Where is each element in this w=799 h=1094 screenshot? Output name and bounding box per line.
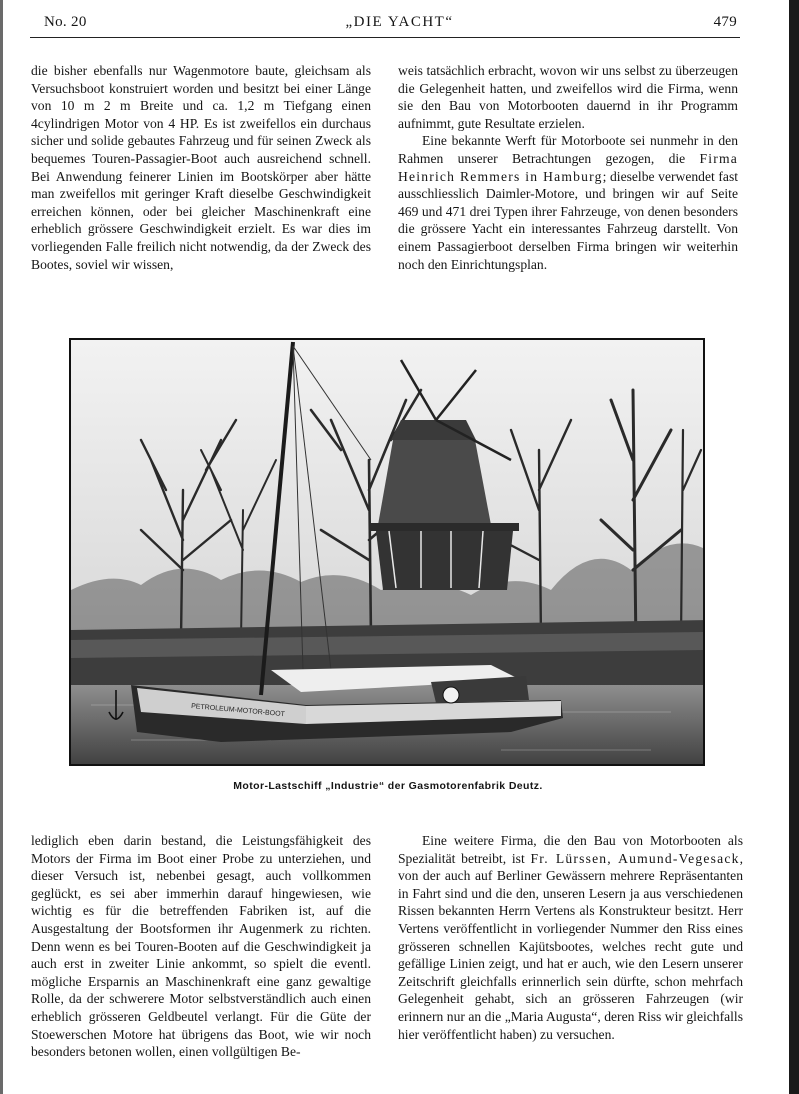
issue-number: No. 20 — [44, 14, 87, 30]
text-run: Eine bekannte Werft für Motorboote sei nunmehr in den Rahmen unserer Betrachtungen gezogen, die — [398, 133, 738, 166]
text-run: ; dieselbe verwendet fast ausschliesslich Daimler-Motore, und bringen wir auf Seite 469 und 471 drei Typen ihrer Fahrzeuge, von denen besonders die grössere Yacht ein interessantes Fahrzeug darstellt. Von einem Passagierboot derselben Firma bringen wir weiterhin noch den Einrichtungsplan. — [398, 168, 739, 272]
paragraph: lediglich eben darin bestand, die Leistungsfähigkeit des Motors der Firma im Boot einer Probe zu unterziehen, und dieser Versuch ist, nebenbei gesagt, auch vollkommen geglückt, es sei aber immerhin darauf hingewiesen, wie wichtig es für die betreffenden Fabriken ist, auf die Ausgestaltung der Bootsformen ihr Augenmerk zu richten. Denn wenn es bei Touren-Booten auf die Geschwindigkeit ja auch erst in zweiter Linie ankommt, so spielt die eventl. mögliche Ersparnis an Maschinenkraft eine ganz gewaltige Rolle, da der schwerere Motor selbstverständlich auch einen erheblich grösseren Geldbeutel verlangt. Für die Güte der Stoewerschen Motore hat übrigens das Boot, wie wir noch besonders betonen wollen, einen vollgültigen Be- — [31, 833, 371, 1060]
column-bottom-right — [398, 832, 743, 1043]
paragraph — [398, 832, 743, 1043]
header-rule — [30, 37, 740, 38]
paragraph — [398, 132, 738, 273]
paragraph: weis tatsächlich erbracht, wovon wir uns selbst zu überzeugen die Gelegenheit hatten, und zweifellos wird die Firma, wenn sie den Bau von Motorbooten dauernd in ihr Programm aufnimmt, gute Resultate erzielen. — [398, 63, 738, 131]
paragraph: die bisher ebenfalls nur Wagenmotore baute, gleichsam als Versuchsboot konstruiert worden und besitzt bei einer Länge von 10 m 2 m Breite und ca. 1,2 m Tiefgang einen 4cylindrigen Motor von 4 HP. Es ist zweifellos ein durchaus sicher und solide gebautes Fahrzeug und für seinen Zweck als bequemes Touren-Passagier-Boot auch ausreichend schnell. Bei Anwendung feinerer Linien im Bootskörper aber hätte man zweifellos mit geringer Kraft dieselbe Geschwindigkeit erreichen können, oder bei gleicher Maschinenkraft eine erheblich grössere Geschwindigkeit erzielt. Es war dies im vorliegenden Falle freilich nicht notwendig, da der Zweck des Bootes, soviel wir wissen, — [31, 63, 371, 272]
column-top-right — [398, 62, 738, 273]
text-run: , von der auch auf Berliner Gewässern mehrere Repräsentanten in Fahrt sind und die den, unseren Lesern ja aus verschiedenen Rissen bekannten Herrn Vertens als Konstrukteur besitzt. Herr Vertens veröffentlicht in vorliegender Nummer den Riss eines grösseren schnellen Kajütsbootes, welches recht gute und gefällige Linien zeigt, und hat er auch, wie den Lesern unserer Zeitschrift gleichfalls erinnerlich sein dürfte, schon mehrfach Gelegenheit gehabt, sich an grösseren Fahrzeugen (wir erinnern nur an die „Maria Augusta“, deren Riss wir gleichfalls hier veröffentlicht haben) zu versuchen. — [398, 850, 743, 1042]
hull-lettering: PETROLEUM-MOTOR-BOOT — [190, 703, 286, 719]
column-bottom-left — [31, 832, 371, 1061]
journal-title: „DIE YACHT“ — [345, 14, 454, 30]
firm-name: Firma Heinrich Remmers in Hamburg — [398, 150, 738, 184]
scan-edge-right — [789, 0, 799, 1094]
column-top-left — [31, 62, 371, 273]
firm-name: Fr. Lürssen, Aumund-Vegesack — [530, 850, 740, 866]
figure-caption: Motor-Lastschiff „Industrie“ der Gasmotorenfabrik Deutz. — [233, 780, 543, 792]
scan-edge-left — [0, 0, 3, 1094]
photograph-motor-barge — [69, 338, 705, 766]
page-number: 479 — [713, 14, 737, 30]
text-run: Eine weitere Firma, die den Bau von Motorbooten als Spezialität betreibt, ist — [398, 833, 743, 866]
